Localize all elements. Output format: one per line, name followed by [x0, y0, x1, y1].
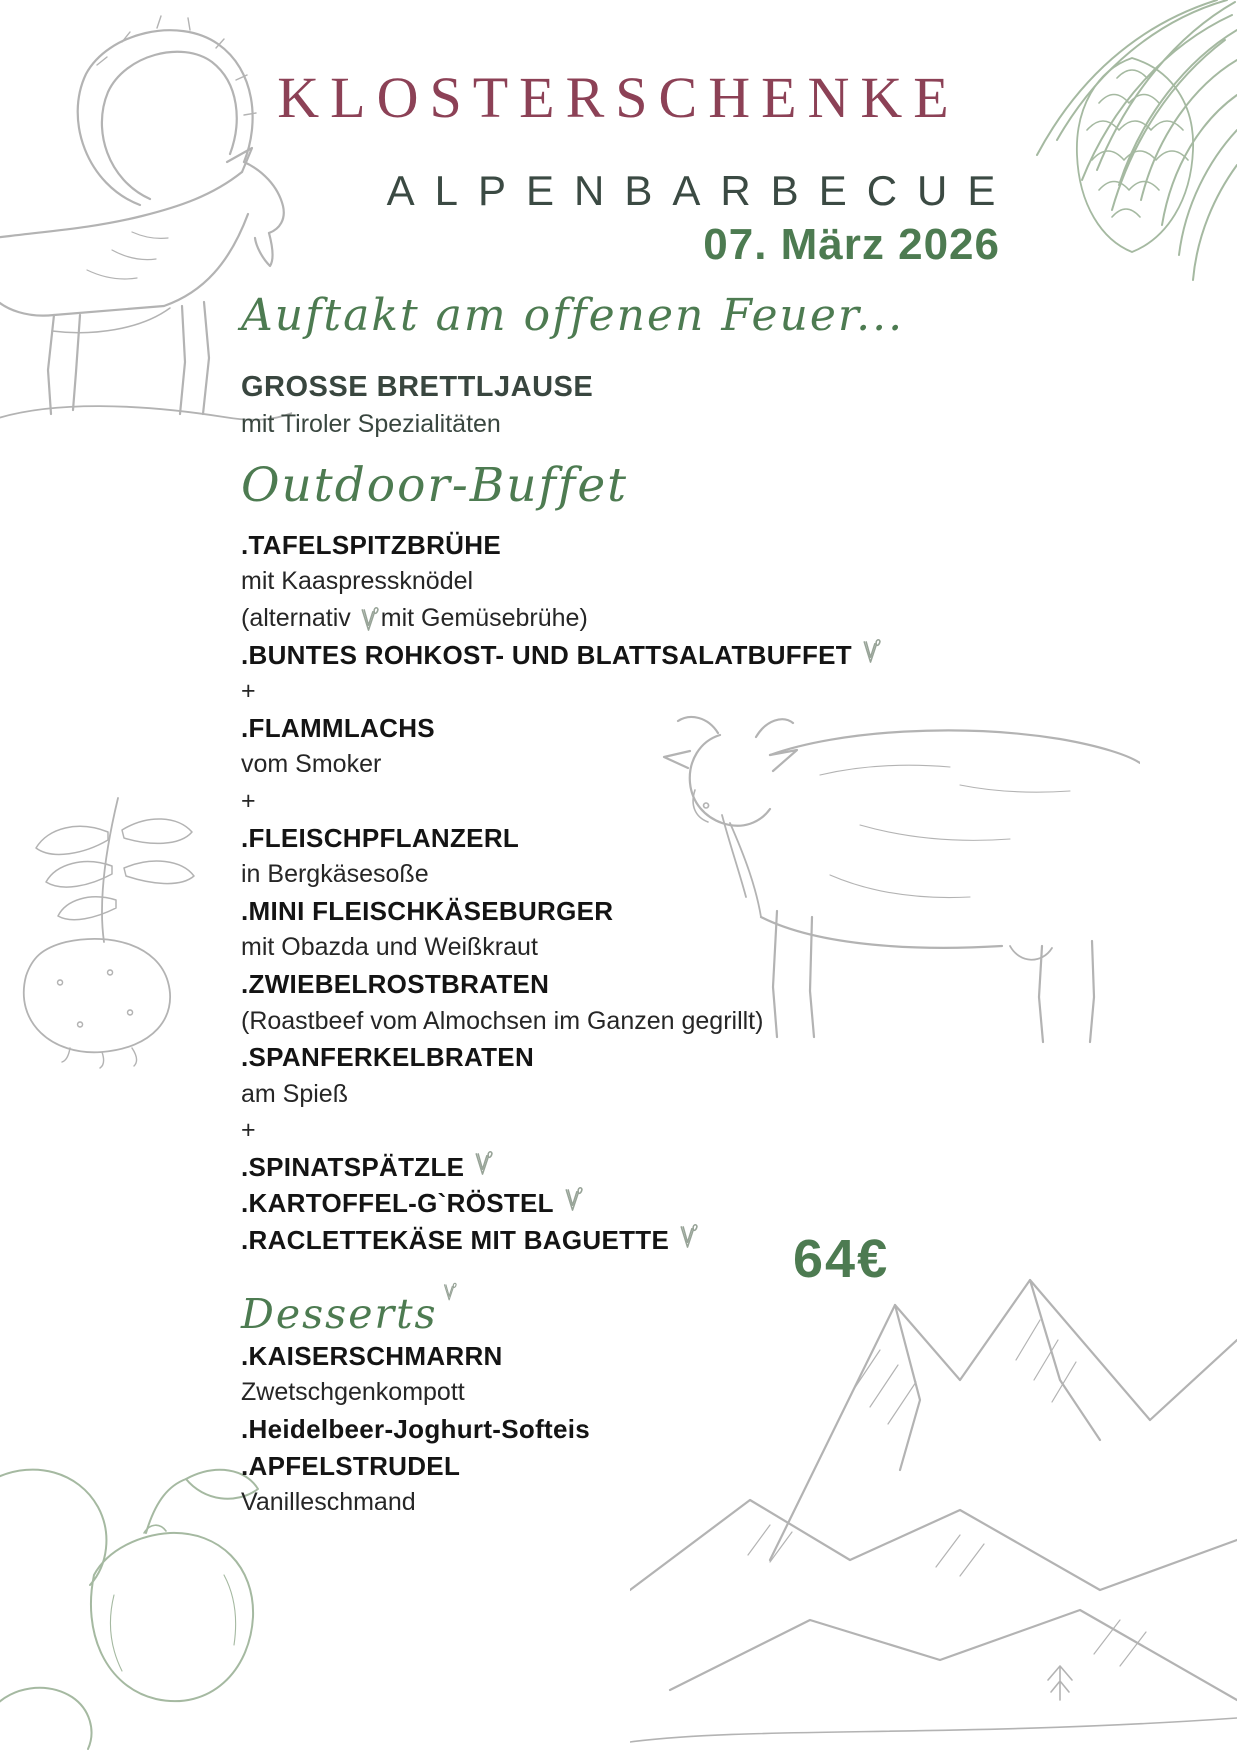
menu-line-text: .Heidelbeer-Joghurt-Softeis — [241, 1413, 591, 1444]
menu-line — [241, 893, 881, 930]
section-heading-auftakt: Auftakt am offenen Feuer... — [241, 290, 905, 341]
menu-line — [241, 369, 593, 406]
menu-line-text: mit Kaaspressknödel — [241, 567, 474, 596]
vegan-icon — [861, 638, 881, 665]
vegan-icon — [678, 1223, 698, 1250]
menu-line-text: in Bergkäsesoße — [241, 860, 429, 889]
price-label: 64€ — [793, 1229, 890, 1289]
menu-line-text: vom Smoker — [241, 750, 382, 779]
vegan-icon — [359, 606, 379, 633]
menu-line-text: mit Obazda und Weißkraut — [241, 933, 538, 962]
menu-line-text: mit Tiroler Spezialitäten — [241, 410, 501, 438]
menu-line — [241, 856, 881, 893]
menu-line — [241, 527, 881, 564]
menu-line-text: .FLEISCHPFLANZERL — [241, 822, 520, 853]
menu-line — [241, 1411, 590, 1448]
menu-line-text: + — [241, 1116, 256, 1145]
menu-line — [241, 1003, 881, 1040]
menu-line — [241, 966, 881, 1003]
menu-line — [241, 1448, 590, 1485]
section-heading-desserts — [241, 1282, 457, 1338]
menu-line-text: .RACLETTEKÄSE MIT BAGUETTE — [241, 1225, 670, 1256]
menu-line — [241, 747, 881, 784]
menu-line — [241, 783, 881, 820]
page-title: KLOSTERSCHENKE — [277, 65, 960, 130]
menu-line-text: (alternativ — [241, 603, 351, 632]
menu-line-text: .MINI FLEISCHKÄSEBURGER — [241, 895, 614, 926]
menu-line — [241, 564, 881, 601]
menu-line-text: mit Gemüsebrühe) — [380, 603, 588, 632]
menu-line-text: + — [241, 786, 256, 815]
menu-line-text: Vanilleschmand — [241, 1488, 416, 1517]
menu-line — [241, 1375, 590, 1412]
menu-line — [241, 600, 881, 637]
menu-line-text: .FLAMMLACHS — [241, 712, 435, 743]
desserts-heading-text: Desserts — [241, 1290, 438, 1338]
menu-line — [241, 1222, 881, 1259]
auftakt-list — [241, 369, 593, 443]
menu-line — [241, 930, 881, 967]
menu-line — [241, 1149, 881, 1186]
desserts-list — [241, 1338, 590, 1521]
menu-line-text: GROSSE BRETTLJAUSE — [241, 371, 594, 403]
page-subtitle: ALPENBARBECUE — [386, 167, 1016, 214]
apples-illustration — [0, 1415, 270, 1750]
menu-line-text: .SPANFERKELBRATEN — [241, 1042, 535, 1073]
vegan-icon — [473, 1150, 493, 1177]
menu-line — [241, 710, 881, 747]
menu-line — [241, 1338, 590, 1375]
menu-line-text: .TAFELSPITZBRÜHE — [241, 529, 501, 560]
menu-line-text: .SPINATSPÄTZLE — [241, 1151, 465, 1182]
menu-line — [241, 1113, 881, 1150]
vegan-icon — [563, 1186, 583, 1213]
menu-line — [241, 1076, 881, 1113]
menu-line — [241, 637, 881, 674]
section-heading-buffet: Outdoor-Buffet — [241, 458, 629, 513]
menu-line — [241, 1039, 881, 1076]
menu-line-text: .KAISERSCHMARRN — [241, 1340, 503, 1371]
menu-line-text: .APFELSTRUDEL — [241, 1450, 461, 1481]
menu-line-text: .KARTOFFEL-G`RÖSTEL — [241, 1188, 554, 1219]
vegan-icon — [442, 1282, 457, 1302]
potato-plant-illustration — [0, 790, 240, 1070]
menu-line-text: .ZWIEBELROSTBRATEN — [241, 968, 550, 999]
menu-line — [241, 1484, 590, 1521]
mountains-illustration — [630, 1260, 1237, 1750]
menu-line — [241, 673, 881, 710]
menu-line-text: (Roastbeef vom Almochsen im Ganzen gegrillt) — [241, 1006, 764, 1035]
buffet-list — [241, 527, 881, 1259]
menu-line — [241, 1186, 881, 1223]
menu-line-text: + — [241, 677, 256, 706]
menu-line-text: Zwetschgenkompott — [241, 1378, 465, 1407]
menu-line — [241, 406, 593, 443]
event-date: 07. März 2026 — [703, 220, 1000, 269]
menu-line — [241, 820, 881, 857]
menu-line-text: .BUNTES ROHKOST- UND BLATTSALATBUFFET — [241, 639, 852, 670]
menu-line-text: am Spieß — [241, 1079, 348, 1108]
